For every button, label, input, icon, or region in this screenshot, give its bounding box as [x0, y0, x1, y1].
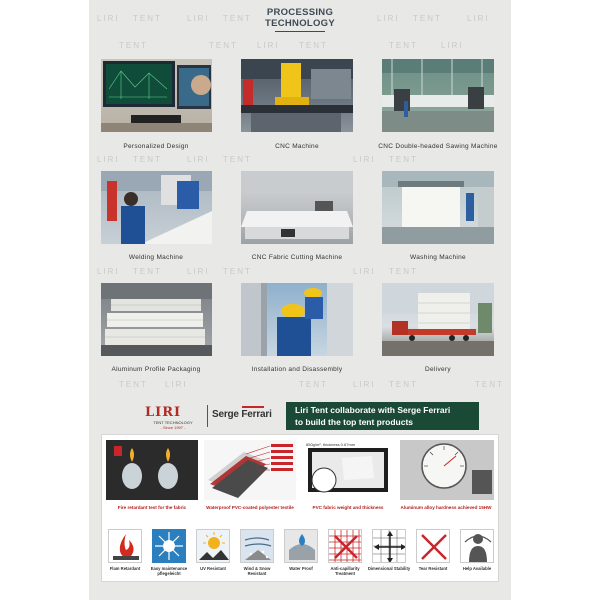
feature-caption: Waterproof PVC-coated polyester textile [206, 505, 294, 510]
icon-caption: Anti-capillarity Treatment [330, 566, 360, 576]
process-caption: CNC Machine [275, 143, 319, 150]
sparkle-icon [152, 529, 186, 563]
icon-caption: Dimensional Stability [367, 566, 411, 571]
wind-snow-icon [240, 529, 274, 563]
icon-caption: Flam Retardant [109, 566, 141, 571]
serge-ferrari-logo: Serge Ferrari [212, 409, 272, 420]
process-caption: CNC Double-headed Sawing Machine [378, 143, 498, 150]
process-caption: CNC Fabric Cutting Machine [251, 254, 343, 261]
brochure-page [89, 0, 511, 600]
watermark-row: LIRI TENT LIRI TENT LIRI TENT [97, 155, 418, 164]
liri-logo [145, 406, 201, 432]
quality-panel [101, 434, 499, 582]
hardness-gauge-photo [400, 440, 494, 500]
sun-icon [196, 529, 230, 563]
icon-caption: Easy maintenance pflegeleicht [150, 566, 188, 576]
process-caption: Delivery [425, 366, 451, 373]
brand-divider [207, 405, 208, 427]
washing-machine-photo [382, 171, 494, 244]
icon-caption: Water Proof [289, 566, 313, 571]
icon-caption: Tear Resistant [418, 566, 448, 571]
water-drop-icon [284, 529, 318, 563]
serge-ferrari-accent [242, 406, 264, 408]
fabric-cutting-photo [241, 171, 353, 244]
icon-caption: Help Available [462, 566, 492, 571]
liri-logo-since: - Since 1997 - [160, 425, 186, 430]
liri-logo-subtitle: TENT TECHNOLOGY [153, 420, 193, 425]
fabric-sample-photo [302, 440, 394, 500]
process-caption: Welding Machine [128, 254, 184, 261]
fabric-spec-note: 850g/m², thickness 0.67mm [306, 442, 356, 447]
tear-x-icon [416, 529, 450, 563]
icon-caption: UV Resistant [200, 566, 226, 571]
watermark-row: TENT TENT LIRI TENT TENT LIRI [119, 41, 464, 50]
profile-packaging-photo [101, 283, 212, 356]
process-caption: Washing Machine [410, 254, 466, 261]
page-title [89, 7, 511, 29]
sawing-machine-photo [382, 59, 494, 132]
anti-capillarity-icon [328, 529, 362, 563]
feature-caption: Aluminum alloy hardness achieved 15HW [400, 505, 492, 510]
liri-logo-word: LIRI [145, 405, 182, 420]
fire-test-photo [106, 440, 198, 500]
cnc-machine-photo [241, 59, 353, 132]
watermark-row: TENT LIRI TENT LIRI TENT TENT [119, 380, 504, 389]
computer-workstation-photo [101, 59, 212, 132]
title-line-2: TECHNOLOGY [264, 18, 336, 29]
title-underline [275, 31, 325, 32]
help-person-icon [460, 529, 494, 563]
feature-caption: PVC fabric weight and thickness [312, 505, 384, 510]
delivery-truck-photo [382, 283, 494, 356]
icon-caption: Wind & Snow Resistant [243, 566, 271, 576]
flame-icon [108, 529, 142, 563]
banner-line-2: to build the top tent products [295, 417, 414, 427]
fabric-layers-diagram [204, 440, 296, 500]
installation-photo [241, 283, 353, 356]
title-line-1: PROCESSING [266, 7, 334, 18]
dimension-arrows-icon [372, 529, 406, 563]
watermark-row: LIRI TENT LIRI TENT LIRI TENT [97, 267, 418, 276]
process-caption: Aluminum Profile Packaging [111, 366, 201, 373]
welding-machine-photo [101, 171, 212, 244]
banner-line-1: Liri Tent collaborate with Serge Ferrari [295, 405, 451, 415]
watermark-row: LIRI TENT LIRI TENT LIRI TENT LIRI [97, 14, 490, 23]
process-caption: Personalized Design [123, 143, 189, 150]
collaboration-banner [286, 402, 479, 430]
process-caption: Installation and Disassembly [251, 366, 343, 373]
feature-caption: Fire retardant test for the fabric [117, 505, 187, 510]
